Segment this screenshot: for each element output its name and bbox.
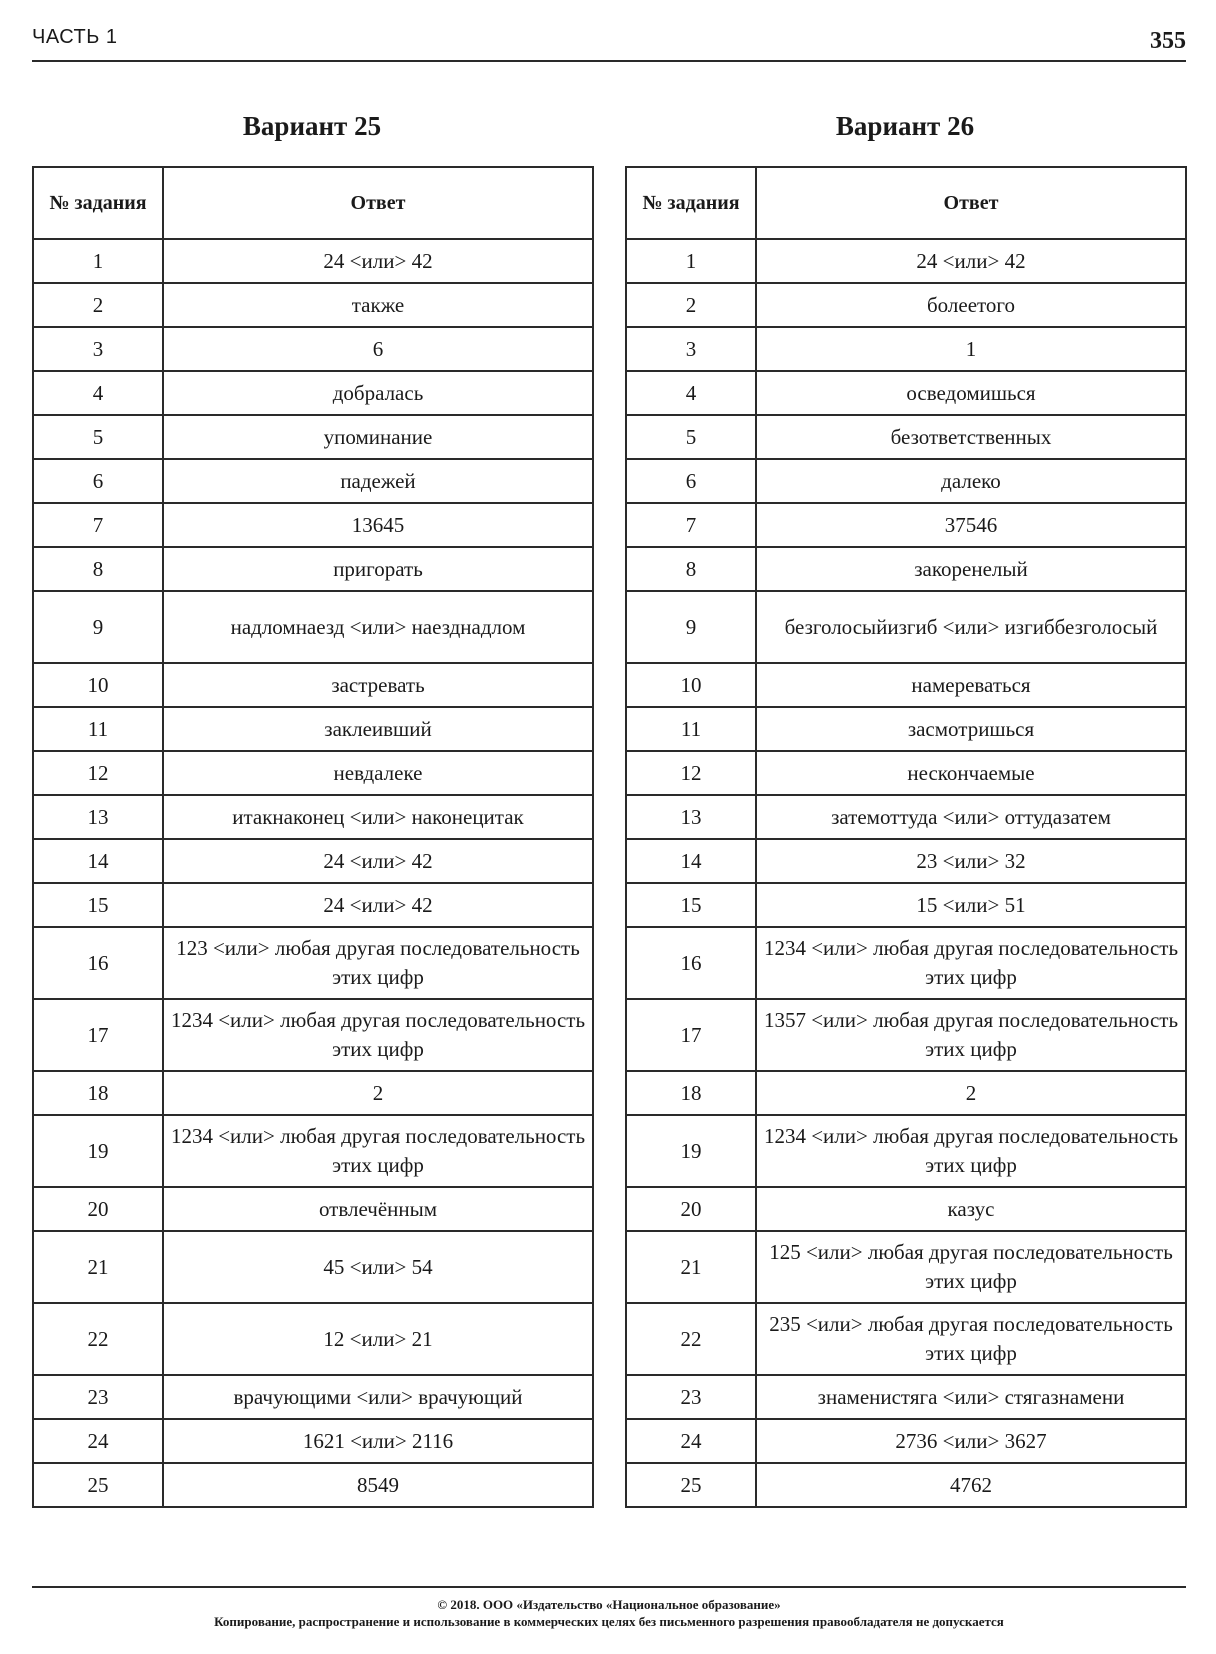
task-number: 8	[626, 547, 756, 591]
task-number: 18	[626, 1071, 756, 1115]
task-number: 19	[626, 1115, 756, 1187]
task-number: 21	[33, 1231, 163, 1303]
answer-cell: итакнаконец <или> наконецитак	[163, 795, 593, 839]
answer-cell: также	[163, 283, 593, 327]
task-number: 8	[33, 547, 163, 591]
number-column-header: № задания	[33, 167, 163, 239]
answer-cell: отвлечённым	[163, 1187, 593, 1231]
table-row	[626, 327, 1186, 371]
copyright-notice: Копирование, распространение и использование в коммерческих целях без письменного разрешения правообладателя не допускается	[214, 1614, 1004, 1629]
task-number: 6	[33, 459, 163, 503]
table-row	[626, 927, 1186, 999]
table-row	[626, 707, 1186, 751]
task-number: 23	[626, 1375, 756, 1419]
answer-cell: 2	[163, 1071, 593, 1115]
task-number: 2	[33, 283, 163, 327]
table-row	[626, 239, 1186, 283]
answer-cell: застревать	[163, 663, 593, 707]
table-row	[626, 839, 1186, 883]
table-row	[626, 1187, 1186, 1231]
answer-cell: 1234 <или> любая другая последовательность этих цифр	[756, 927, 1186, 999]
page-number: 355	[1150, 28, 1186, 54]
task-number: 12	[33, 751, 163, 795]
table-row	[33, 927, 593, 999]
task-number: 15	[33, 883, 163, 927]
answer-cell: заклеивший	[163, 707, 593, 751]
table-row	[626, 459, 1186, 503]
page-header	[32, 22, 1186, 62]
table-row	[33, 1463, 593, 1507]
table-row	[33, 883, 593, 927]
task-number: 14	[626, 839, 756, 883]
answers-table-variant-26	[625, 166, 1187, 1508]
task-number: 9	[33, 591, 163, 663]
task-number: 12	[626, 751, 756, 795]
table-row	[626, 1231, 1186, 1303]
table-row	[626, 663, 1186, 707]
task-number: 13	[626, 795, 756, 839]
table-row	[626, 1375, 1186, 1419]
variant-26-section	[625, 108, 1185, 1508]
answer-cell: 24 <или> 42	[163, 839, 593, 883]
answer-cell: 1	[756, 327, 1186, 371]
answer-cell: 37546	[756, 503, 1186, 547]
table-row	[626, 883, 1186, 927]
table-row	[626, 415, 1186, 459]
table-row	[626, 1303, 1186, 1375]
task-number: 25	[626, 1463, 756, 1507]
task-number: 22	[626, 1303, 756, 1375]
table-row	[626, 751, 1186, 795]
table-header-row	[626, 167, 1186, 239]
task-number: 6	[626, 459, 756, 503]
answer-cell: 12 <или> 21	[163, 1303, 593, 1375]
task-number: 11	[33, 707, 163, 751]
table-row	[626, 1115, 1186, 1187]
table-row	[33, 1115, 593, 1187]
task-number: 5	[626, 415, 756, 459]
table-row	[33, 239, 593, 283]
table-row	[33, 459, 593, 503]
task-number: 13	[33, 795, 163, 839]
answer-cell: 4762	[756, 1463, 1186, 1507]
task-number: 25	[33, 1463, 163, 1507]
answer-cell: 1234 <или> любая другая последовательность этих цифр	[163, 999, 593, 1071]
task-number: 10	[626, 663, 756, 707]
answer-cell: 235 <или> любая другая последовательность этих цифр	[756, 1303, 1186, 1375]
table-row	[626, 547, 1186, 591]
task-number: 1	[626, 239, 756, 283]
table-row	[33, 999, 593, 1071]
answer-cell: закоренелый	[756, 547, 1186, 591]
answer-cell: безответственных	[756, 415, 1186, 459]
table-row	[626, 371, 1186, 415]
table-row	[33, 283, 593, 327]
answers-body	[33, 239, 593, 1507]
answer-cell: 2736 <или> 3627	[756, 1419, 1186, 1463]
task-number: 4	[626, 371, 756, 415]
task-number: 23	[33, 1375, 163, 1419]
task-number: 11	[626, 707, 756, 751]
answer-column-header: Ответ	[163, 167, 593, 239]
table-row	[626, 283, 1186, 327]
table-row	[33, 415, 593, 459]
answer-cell: 1621 <или> 2116	[163, 1419, 593, 1463]
table-row	[33, 1419, 593, 1463]
table-row	[33, 751, 593, 795]
table-row	[626, 1463, 1186, 1507]
task-number: 4	[33, 371, 163, 415]
answer-cell: невдалеке	[163, 751, 593, 795]
answer-cell: нескончаемые	[756, 751, 1186, 795]
table-row	[33, 707, 593, 751]
table-row	[626, 591, 1186, 663]
answer-cell: осведомишься	[756, 371, 1186, 415]
number-column-header: № задания	[626, 167, 756, 239]
answer-cell: 45 <или> 54	[163, 1231, 593, 1303]
task-number: 16	[33, 927, 163, 999]
answer-cell: засмотришься	[756, 707, 1186, 751]
table-row	[626, 999, 1186, 1071]
copyright-text: © 2018. ООО «Издательство «Национальное образование»	[437, 1597, 781, 1612]
task-number: 10	[33, 663, 163, 707]
task-number: 7	[33, 503, 163, 547]
task-number: 5	[33, 415, 163, 459]
table-row	[33, 547, 593, 591]
table-row	[33, 663, 593, 707]
task-number: 19	[33, 1115, 163, 1187]
task-number: 1	[33, 239, 163, 283]
answers-body	[626, 239, 1186, 1507]
answer-cell: намереваться	[756, 663, 1186, 707]
task-number: 14	[33, 839, 163, 883]
task-number: 17	[626, 999, 756, 1071]
task-number: 24	[33, 1419, 163, 1463]
table-row	[33, 1375, 593, 1419]
answer-cell: добралась	[163, 371, 593, 415]
answer-cell: 1357 <или> любая другая последовательность этих цифр	[756, 999, 1186, 1071]
task-number: 21	[626, 1231, 756, 1303]
page-footer	[32, 1586, 1186, 1630]
table-row	[626, 1419, 1186, 1463]
task-number: 16	[626, 927, 756, 999]
table-row	[626, 1071, 1186, 1115]
variant-title: Вариант 26	[835, 111, 975, 141]
answer-cell: врачующими <или> врачующий	[163, 1375, 593, 1419]
answer-cell: 123 <или> любая другая последовательность этих цифр	[163, 927, 593, 999]
table-row	[626, 503, 1186, 547]
answer-cell: 24 <или> 42	[163, 239, 593, 283]
answer-cell: 1234 <или> любая другая последовательность этих цифр	[756, 1115, 1186, 1187]
answer-cell: надломнаезд <или> наезднадлом	[163, 591, 593, 663]
part-label: ЧАСТЬ 1	[32, 26, 118, 48]
task-number: 2	[626, 283, 756, 327]
answer-cell: казус	[756, 1187, 1186, 1231]
answer-cell: болеетого	[756, 283, 1186, 327]
task-number: 15	[626, 883, 756, 927]
task-number: 3	[33, 327, 163, 371]
answer-cell: знаменистяга <или> стягазнамени	[756, 1375, 1186, 1419]
task-number: 20	[33, 1187, 163, 1231]
answer-column-header: Ответ	[756, 167, 1186, 239]
answer-cell: 2	[756, 1071, 1186, 1115]
task-number: 7	[626, 503, 756, 547]
answer-cell: безголосыйизгиб <или> изгиббезголосый	[756, 591, 1186, 663]
task-number: 20	[626, 1187, 756, 1231]
table-row	[33, 371, 593, 415]
variant-25-section	[32, 108, 592, 1508]
answer-cell: падежей	[163, 459, 593, 503]
answer-cell: 15 <или> 51	[756, 883, 1186, 927]
answer-cell: далеко	[756, 459, 1186, 503]
table-row	[33, 1187, 593, 1231]
answer-cell: 6	[163, 327, 593, 371]
answer-cell: упоминание	[163, 415, 593, 459]
table-row	[33, 839, 593, 883]
answer-cell: 1234 <или> любая другая последовательность этих цифр	[163, 1115, 593, 1187]
task-number: 17	[33, 999, 163, 1071]
answer-cell: 8549	[163, 1463, 593, 1507]
answers-table-variant-25	[32, 166, 594, 1508]
answer-cell: затемоттуда <или> оттудазатем	[756, 795, 1186, 839]
table-row	[33, 503, 593, 547]
table-row	[33, 795, 593, 839]
answer-cell: пригорать	[163, 547, 593, 591]
answer-cell: 24 <или> 42	[756, 239, 1186, 283]
answer-cell: 125 <или> любая другая последовательность этих цифр	[756, 1231, 1186, 1303]
table-header-row	[33, 167, 593, 239]
table-row	[33, 1231, 593, 1303]
task-number: 24	[626, 1419, 756, 1463]
table-row	[33, 1071, 593, 1115]
table-row	[33, 1303, 593, 1375]
task-number: 9	[626, 591, 756, 663]
answer-cell: 24 <или> 42	[163, 883, 593, 927]
table-row	[33, 327, 593, 371]
task-number: 3	[626, 327, 756, 371]
table-row	[33, 591, 593, 663]
task-number: 22	[33, 1303, 163, 1375]
answer-cell: 23 <или> 32	[756, 839, 1186, 883]
variant-title: Вариант 25	[242, 111, 382, 141]
table-row	[626, 795, 1186, 839]
answer-cell: 13645	[163, 503, 593, 547]
task-number: 18	[33, 1071, 163, 1115]
